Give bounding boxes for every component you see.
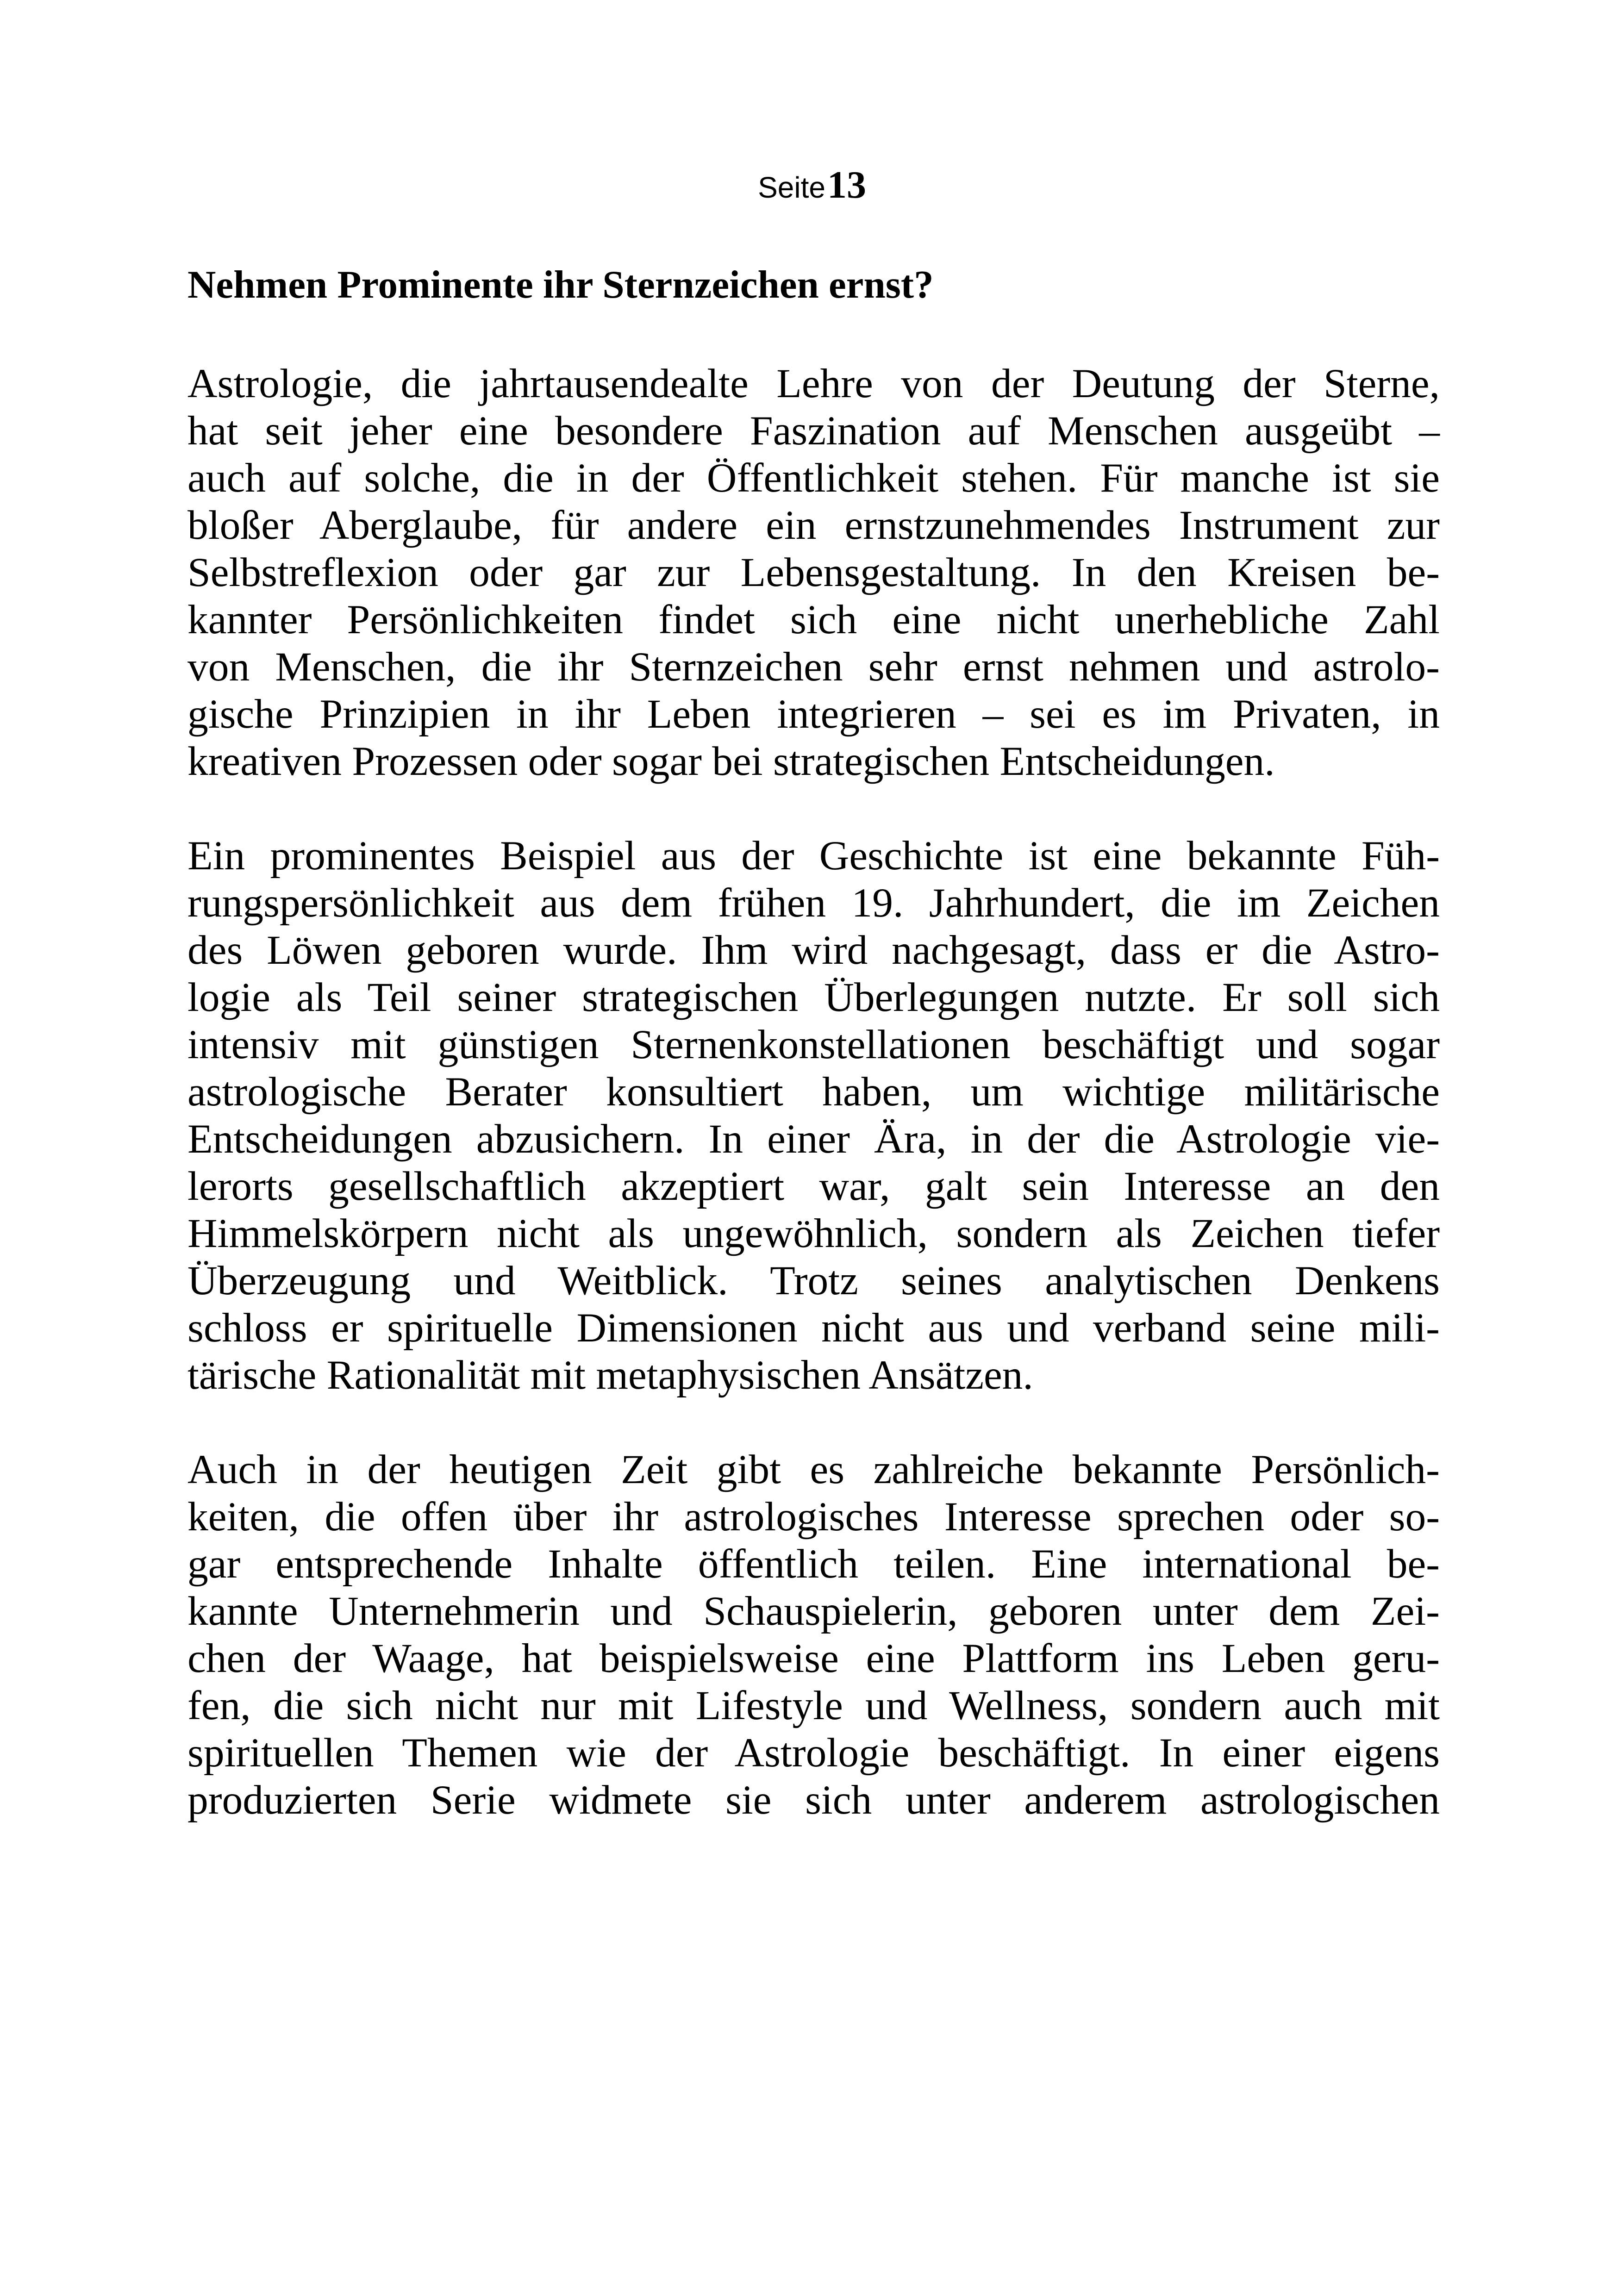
text-line: produzierten Serie widmete sie sich unter anderem astrologischen — [187, 1777, 1440, 1823]
text-line: lerorts gesellschaftlich akzeptiert war, galt sein Interesse an den — [187, 1163, 1440, 1209]
text-line: fen, die sich nicht nur mit Lifestyle und Wellness, sondern auch mit — [187, 1683, 1440, 1728]
text-line: gar entsprechende Inhalte öffentlich teilen. Eine international be- — [187, 1541, 1440, 1587]
paragraph-3 — [187, 1446, 1440, 1824]
page-label: Seite — [758, 171, 825, 204]
page-header — [0, 163, 1624, 206]
page-number: 13 — [827, 163, 866, 206]
text-line: spirituellen Themen wie der Astrologie beschäftigt. In einer eigens — [187, 1730, 1440, 1776]
text-line: astrologische Berater konsultiert haben, um wichtige militärische — [187, 1069, 1440, 1115]
document-body — [187, 259, 1440, 1871]
text-line: Astrologie, die jahrtausendealte Lehre von der Deutung der Sterne, — [187, 361, 1440, 406]
text-line: kannter Persönlichkeiten findet sich eine nicht unerhebliche Zahl — [187, 597, 1440, 642]
text-line: Entscheidungen abzusichern. In einer Ära, in der die Astrologie vie- — [187, 1116, 1440, 1162]
paragraph-2 — [187, 832, 1440, 1399]
text-line: keiten, die offen über ihr astrologisches Interesse sprechen oder so- — [187, 1494, 1440, 1540]
text-line: von Menschen, die ihr Sternzeichen sehr ernst nehmen und astrolo- — [187, 644, 1440, 690]
section-heading: Nehmen Prominente ihr Sternzeichen ernst? — [187, 263, 934, 306]
text-line: Auch in der heutigen Zeit gibt es zahlreiche bekannte Persönlich- — [187, 1447, 1440, 1492]
text-line: bloßer Aberglaube, für andere ein ernstzunehmendes Instrument zur — [187, 502, 1440, 548]
text-line: hat seit jeher eine besondere Faszination auf Menschen ausgeübt – — [187, 408, 1440, 454]
text-line: auch auf solche, die in der Öffentlichkeit stehen. Für manche ist sie — [187, 455, 1440, 501]
text-line: kannte Unternehmerin und Schauspielerin, geboren unter dem Zei- — [187, 1588, 1440, 1634]
text-line: des Löwen geboren wurde. Ihm wird nachgesagt, dass er die Astro- — [187, 927, 1440, 973]
text-line: Selbstreflexion oder gar zur Lebensgestaltung. In den Kreisen be- — [187, 549, 1440, 595]
text-line: logie als Teil seiner strategischen Überlegungen nutzte. Er soll sich — [187, 974, 1440, 1020]
text-line: tärische Rationalität mit metaphysischen Ansätzen. — [187, 1352, 1033, 1398]
text-line: rungspersönlichkeit aus dem frühen 19. Jahrhundert, die im Zeichen — [187, 880, 1440, 926]
text-line: chen der Waage, hat beispielsweise eine Plattform ins Leben geru- — [187, 1635, 1440, 1681]
paragraph-1 — [187, 360, 1440, 785]
text-line: Überzeugung und Weitblick. Trotz seines analytischen Denkens — [187, 1258, 1440, 1303]
text-line: intensiv mit günstigen Sternenkonstellationen beschäftigt und sogar — [187, 1022, 1440, 1067]
text-line: schloss er spirituelle Dimensionen nicht aus und verband seine mili- — [187, 1305, 1440, 1351]
paragraph-list — [187, 360, 1440, 1824]
text-line: Himmelskörpern nicht als ungewöhnlich, sondern als Zeichen tiefer — [187, 1210, 1440, 1256]
text-line: kreativen Prozessen oder sogar bei strategischen Entscheidungen. — [187, 738, 1275, 784]
text-line: Ein prominentes Beispiel aus der Geschichte ist eine bekannte Füh- — [187, 833, 1440, 879]
text-line: gische Prinzipien in ihr Leben integrieren – sei es im Privaten, in — [187, 691, 1440, 737]
